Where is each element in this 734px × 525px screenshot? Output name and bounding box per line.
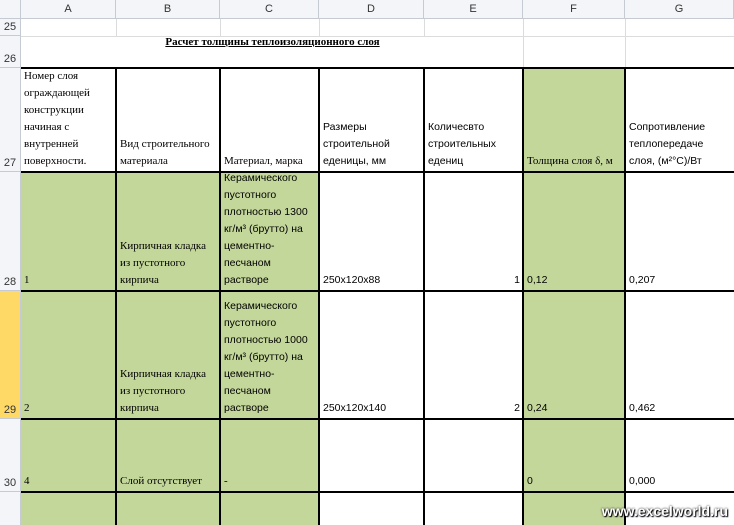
cell-d28[interactable]: 250х120х88 [323, 274, 381, 286]
cell-c28[interactable] [221, 173, 318, 291]
row-header-27[interactable]: 27 [0, 68, 21, 172]
row-header-31[interactable] [0, 492, 21, 525]
cell-c30[interactable]: - [224, 475, 228, 487]
header-layer-number[interactable] [21, 69, 115, 172]
header-thickness[interactable] [524, 69, 624, 172]
header-unit-count[interactable] [425, 69, 522, 172]
cell-e29[interactable]: 2 [514, 402, 520, 414]
gridline [523, 19, 524, 68]
header-material-brand-text: Материал, марка [224, 155, 303, 167]
header-unit-size-text: Размеры строительной еденицы, мм [323, 121, 390, 167]
cell-b30[interactable]: Слой отсутствует [120, 475, 202, 487]
sheet-title[interactable]: Расчет толщины теплоизоляционного слоя [165, 36, 380, 48]
cell-c28-text: Керамического пустотного плотностью 1300 кг/м³ (брутто) на цементно-песчаном растворе [224, 173, 308, 286]
header-unit-size[interactable] [320, 69, 423, 172]
cell-c29[interactable] [221, 292, 318, 419]
row-header-30[interactable]: 30 [0, 419, 21, 492]
select-all-corner[interactable] [0, 0, 21, 19]
watermark: www.excelworld.ru [601, 503, 728, 519]
cell-e30[interactable] [425, 420, 522, 492]
column-header-a[interactable]: A [21, 0, 116, 19]
column-header-g[interactable]: G [625, 0, 734, 19]
cell-b28[interactable] [117, 173, 219, 291]
row-header-25[interactable]: 25 [0, 19, 21, 36]
cell-d29[interactable]: 250х120х140 [323, 402, 387, 414]
cell-g28[interactable]: 0,207 [629, 274, 656, 286]
header-material-brand[interactable] [221, 69, 318, 172]
cell-b29-text: Кирпичная кладка из пустотного кирпича [120, 368, 206, 414]
gridline [625, 19, 626, 68]
cell-b29[interactable] [117, 292, 219, 419]
gridline [116, 19, 117, 36]
column-header-d[interactable]: D [319, 0, 424, 19]
header-resistance[interactable] [626, 69, 734, 172]
cell-f29[interactable]: 0,24 [527, 402, 548, 414]
header-unit-count-text: Количесвто строительных едениц [428, 121, 496, 167]
cell-g29[interactable]: 0,462 [629, 402, 656, 414]
column-header-e[interactable]: E [424, 0, 523, 19]
cell-d30[interactable] [320, 420, 423, 492]
column-header-c[interactable]: C [220, 0, 319, 19]
header-material-type[interactable] [117, 69, 219, 172]
header-thickness-text: Толщина слоя δ, м [527, 155, 613, 167]
cell-b28-text: Кирпичная кладка из пустотного кирпича [120, 240, 206, 286]
row-header-26[interactable]: 26 [0, 36, 21, 68]
cell-a29[interactable]: 2 [24, 402, 30, 414]
column-header-b[interactable]: B [116, 0, 220, 19]
cell-f28[interactable]: 0,12 [527, 274, 548, 286]
gridline [220, 19, 221, 36]
gridline [424, 19, 425, 36]
cell-g30[interactable]: 0,000 [629, 475, 656, 487]
row-header-29[interactable]: 29 [0, 291, 21, 419]
gridline [319, 19, 320, 36]
column-header-f[interactable]: F [523, 0, 625, 19]
cell-c29-text: Керамического пустотного плотностью 1000 кг/м³ (брутто) на цементно-песчаном растворе [224, 300, 308, 414]
cell-a30[interactable]: 4 [24, 475, 30, 487]
cell-e28[interactable]: 1 [514, 274, 520, 286]
header-layer-number-text: Номер слоя ограждающей конструкции начиная с внутренней поверхности. [24, 70, 90, 167]
header-material-type-text: Вид строительного материала [120, 138, 210, 167]
cell-a28[interactable]: 1 [24, 274, 30, 286]
cell-f30[interactable]: 0 [527, 475, 533, 487]
row-header-28[interactable]: 28 [0, 172, 21, 291]
header-resistance-text: Сопротивление теплопередаче слоя, (м²°С)/Вт [629, 121, 706, 167]
